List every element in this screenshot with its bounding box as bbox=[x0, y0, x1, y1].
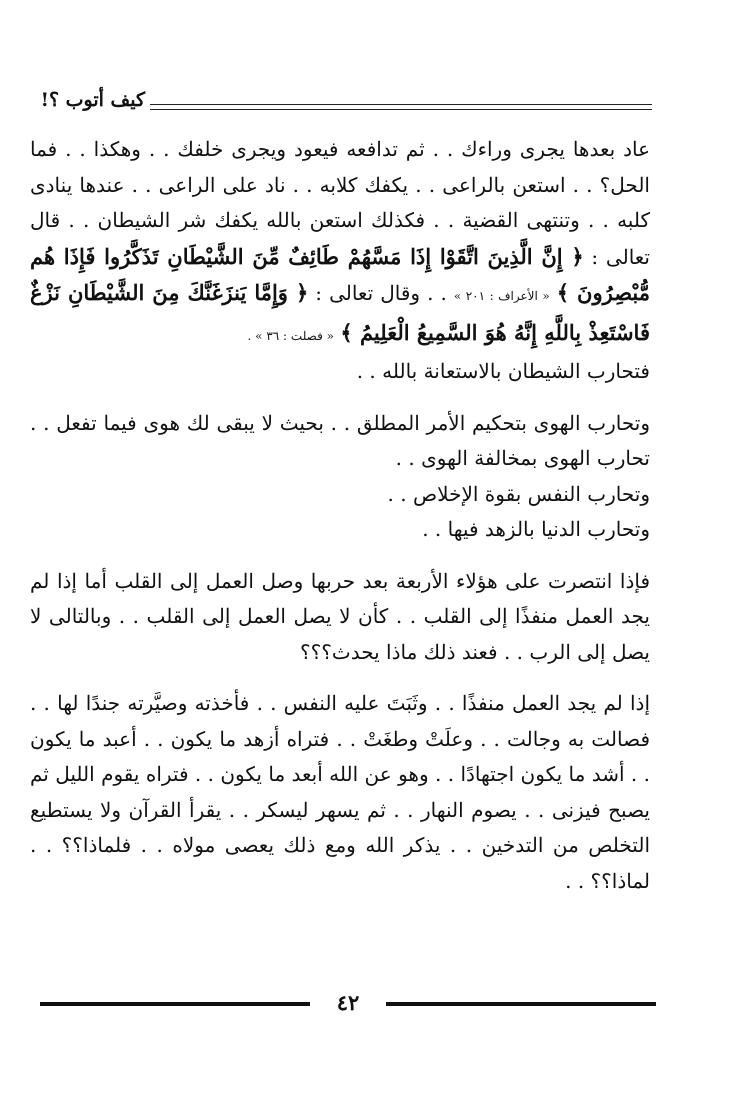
footer-rule-right bbox=[386, 1002, 656, 1006]
paragraph-dunya: وتحارب الدنيا بالزهد فيها . . bbox=[422, 517, 650, 541]
text-line: لها . . فصالت به وجالت . . وعلَتْ وطغَتْ . . فتراه أزهد ما يكون . . أعبد bbox=[30, 691, 651, 751]
paragraph-gap bbox=[30, 670, 650, 686]
paragraph-nafs: وتحارب النفس بقوة الإخلاص . . bbox=[387, 481, 650, 506]
text-line: فما الحل؟ . . استعن بالراعى . . يكفك كلابه . . ناد على الراعى . . عندها bbox=[30, 137, 650, 197]
running-title: كيف أتوب ؟! bbox=[40, 89, 145, 111]
text-line: إذا لم يجد العمل منفذًا . . وثَبَتَ عليه النفس . . فأخذته وصيَّرته جندًا bbox=[85, 691, 650, 715]
quran-verse-fussilat: ﴿ وَإِمَّا يَنزَغَنَّكَ مِنَ الشَّيْطَانِ نَزْغٌ فَاسْتَعِذْ بِاللَّهِ إِنَّهُ هُوَ السَّمِيعُ الْعَلِيمُ ﴾ bbox=[30, 280, 650, 345]
quran-intro-second: . . وقال تعالى : bbox=[315, 281, 447, 305]
text-line: تفعل . . تحارب الهوى بمخالفة الهوى . . bbox=[30, 410, 650, 470]
verse-reference-araf: « الأعراف : ٢٠١ » bbox=[453, 289, 550, 303]
paragraph-gap bbox=[30, 390, 650, 406]
verse-reference-fussilat: « فصلت : ٣٦ » . bbox=[247, 328, 334, 343]
text-line: فإذا انتصرت على هؤلاء الأربعة بعد حربها وصل العمل إلى القلب أما bbox=[84, 568, 651, 593]
quran-intro: قال تعالى : bbox=[30, 208, 651, 269]
page-header bbox=[40, 86, 652, 116]
text-line: ينادى كلبه . . وتنتهى القضية . . فكذلك استعن بالله يكفك شر الشيطان . . bbox=[30, 172, 650, 232]
body-text bbox=[30, 132, 650, 899]
footer-rule-left bbox=[40, 1002, 310, 1006]
text-line: عاد بعدها يجرى وراءك . . ثم تدافعه فيعود ويجرى خلفك . . وهكذا . . bbox=[65, 137, 651, 161]
paragraph-victory bbox=[30, 564, 650, 671]
text-line: يقوم الليل ثم يصبح فيزنى . . يصوم النهار . . ثم يسهر ليسكر . . يقرأ bbox=[30, 762, 650, 822]
paragraph-hawa bbox=[30, 406, 650, 477]
header-double-rule bbox=[150, 104, 652, 110]
text-line: ما يكون . . أشد ما يكون اجتهادًا . . وهو عن الله أبعد ما يكون . . فتراه bbox=[30, 726, 651, 786]
paragraph-gap bbox=[30, 548, 650, 564]
page-footer bbox=[40, 988, 656, 1018]
page-number: ٤٢ bbox=[336, 990, 360, 1015]
paragraph-conclusion-shaytan: فتحارب الشيطان بالاستعانة بالله . . bbox=[356, 359, 650, 383]
text-line: القرآن ولا يستطيع التخلص من التدخين . . يذكر الله ومع ذلك يعصى bbox=[30, 797, 650, 857]
text-line: إذا لم يجد العمل منفذًا إلى القلب . . كأن لا يصل العمل إلى القلب . . bbox=[30, 568, 650, 628]
paragraph-shaytan bbox=[30, 132, 650, 354]
text-line: وبالتالى لا يصل إلى الرب . . فعند ذلك ماذا يحدث؟؟؟ bbox=[30, 604, 650, 664]
paragraph-no-outlet bbox=[30, 686, 650, 899]
text-line: وتحارب الهوى بتحكيم الأمر المطلق . . بحيث لا يبقى لك هوى فيما bbox=[103, 410, 650, 435]
text-line: مولاه . . فلماذا؟؟ . . لماذا؟؟ . . bbox=[30, 833, 650, 893]
quran-verse-araf: ﴿ إِنَّ الَّذِينَ اتَّقَوْا إِذَا مَسَّهُمْ طَائِفٌ مِّنَ الشَّيْطَانِ تَذَكَّرُوا فَإِذَا هُم مُّبْصِرُونَ ﴾ bbox=[30, 243, 650, 305]
